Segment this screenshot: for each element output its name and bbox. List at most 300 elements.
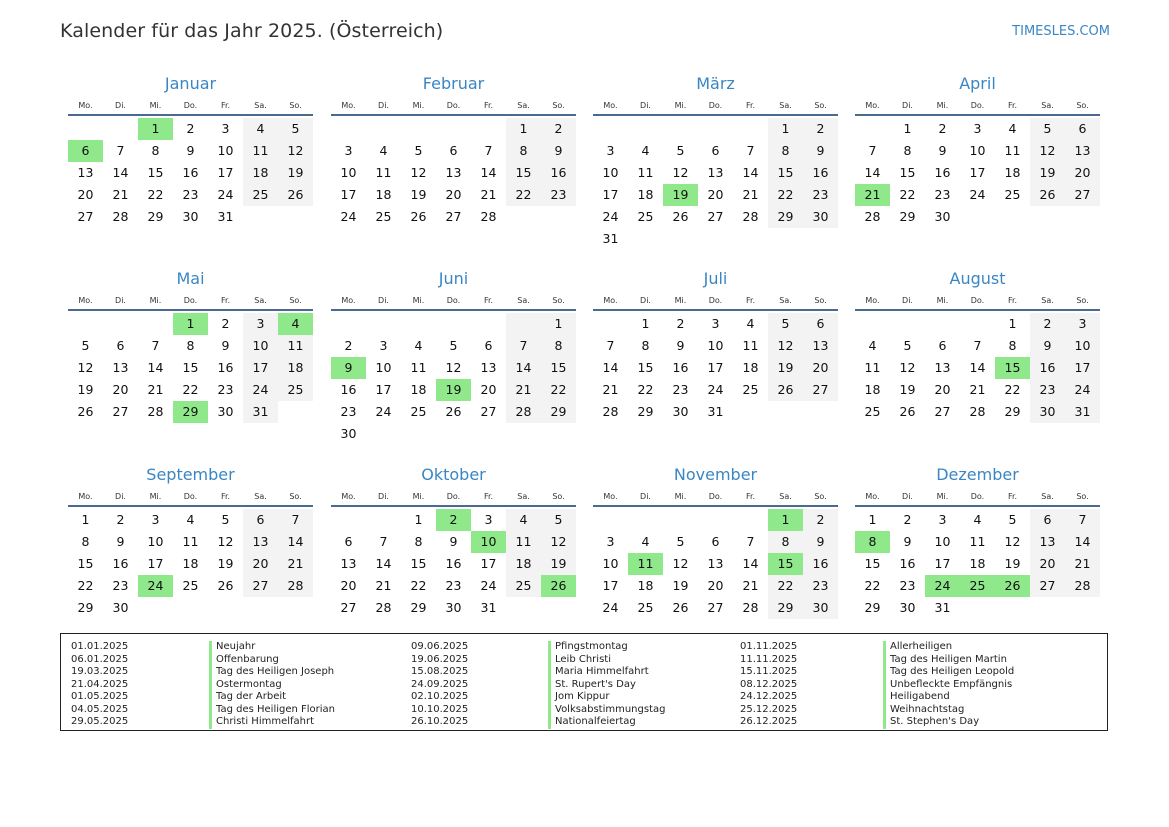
legend-date: 15.11.2025 <box>740 666 798 677</box>
day-cell: 8 <box>186 338 195 353</box>
weekday-label: Di. <box>902 491 913 501</box>
weekday-label: Do. <box>708 100 723 110</box>
day-cell: 12 <box>768 335 803 357</box>
day-grid <box>593 509 838 619</box>
day-cell: 5 <box>768 313 803 335</box>
weekday-label: Do. <box>708 491 723 501</box>
day-cell: 26 <box>445 404 462 419</box>
empty-cell <box>436 423 471 445</box>
month-name: Oktober <box>421 465 486 484</box>
empty-cell <box>138 313 173 335</box>
day-cell: 12 <box>445 360 462 375</box>
weekday-header <box>855 96 1100 116</box>
day-cell: 13 <box>243 531 278 553</box>
day-cell: 10 <box>147 534 164 549</box>
day-cell: 22 <box>182 382 199 397</box>
day-cell: 20 <box>340 578 357 593</box>
day-cell: 6 <box>484 338 493 353</box>
empty-cell <box>663 228 698 250</box>
empty-cell <box>331 118 366 140</box>
day-cell: 15 <box>541 357 576 379</box>
empty-cell <box>960 313 995 335</box>
empty-cell <box>1065 206 1100 228</box>
day-cell: 8 <box>541 335 576 357</box>
empty-cell <box>803 228 838 250</box>
day-cell: 5 <box>1030 118 1065 140</box>
day-cell: 2 <box>1030 313 1065 335</box>
empty-cell <box>628 118 663 140</box>
legend-names-column <box>548 641 665 729</box>
day-cell: 31 <box>217 209 234 224</box>
day-cell: 30 <box>445 600 462 615</box>
day-cell: 18 <box>637 187 654 202</box>
weekday-header <box>68 487 313 507</box>
day-cell: 5 <box>541 509 576 531</box>
day-cell: 28 <box>112 209 129 224</box>
day-cell: 30 <box>899 600 916 615</box>
empty-cell <box>243 597 278 619</box>
weekday-label: Fr. <box>483 295 494 305</box>
holiday-day-cell: 9 <box>331 357 366 379</box>
day-cell: 12 <box>541 531 576 553</box>
month-juli <box>593 267 838 423</box>
weekday-label: Di. <box>640 295 651 305</box>
day-cell: 18 <box>375 187 392 202</box>
empty-cell <box>960 206 995 228</box>
day-cell: 28 <box>278 575 313 597</box>
day-cell: 14 <box>480 165 497 180</box>
day-cell: 23 <box>1030 379 1065 401</box>
day-cell: 11 <box>243 140 278 162</box>
day-cell: 19 <box>77 382 94 397</box>
legend-date: 24.12.2025 <box>740 691 798 702</box>
weekday-label: Mo. <box>341 295 356 305</box>
holiday-day-cell: 26 <box>541 575 576 597</box>
day-cell: 16 <box>672 360 689 375</box>
day-cell: 26 <box>1030 184 1065 206</box>
day-cell: 20 <box>480 382 497 397</box>
day-cell: 13 <box>1030 531 1065 553</box>
day-cell: 24 <box>602 209 619 224</box>
day-cell: 5 <box>278 118 313 140</box>
holiday-day-cell: 1 <box>173 313 208 335</box>
weekday-label: Mo. <box>603 295 618 305</box>
day-cell: 17 <box>243 357 278 379</box>
day-cell: 21 <box>602 382 619 397</box>
day-cell: 19 <box>278 162 313 184</box>
day-cell: 22 <box>1004 382 1021 397</box>
month-name: Juli <box>703 269 728 288</box>
empty-cell <box>541 423 576 445</box>
weekday-label: Fr. <box>1007 100 1018 110</box>
empty-cell <box>541 597 576 619</box>
legend-holiday-name: Neujahr <box>216 641 256 652</box>
weekday-label: Fr. <box>745 295 756 305</box>
day-cell: 25 <box>278 379 313 401</box>
day-cell: 6 <box>243 509 278 531</box>
holiday-day-cell: 10 <box>471 531 506 553</box>
month-märz <box>593 72 838 250</box>
day-cell: 22 <box>899 187 916 202</box>
day-cell: 7 <box>484 143 493 158</box>
day-cell: 24 <box>1065 379 1100 401</box>
day-cell: 17 <box>217 165 234 180</box>
day-cell: 28 <box>1065 575 1100 597</box>
day-cell: 20 <box>445 187 462 202</box>
weekday-label: Fr. <box>483 100 494 110</box>
empty-cell <box>733 509 768 531</box>
day-cell: 13 <box>1065 140 1100 162</box>
weekday-label: Mo. <box>78 295 93 305</box>
month-name: April <box>959 74 996 93</box>
day-cell: 17 <box>707 360 724 375</box>
empty-cell <box>995 206 1030 228</box>
day-cell: 19 <box>1004 556 1021 571</box>
day-cell: 19 <box>541 553 576 575</box>
day-cell: 9 <box>676 338 685 353</box>
day-cell: 18 <box>1004 165 1021 180</box>
day-cell: 24 <box>375 404 392 419</box>
legend-holiday-name: Ostermontag <box>216 678 282 690</box>
day-cell: 28 <box>602 404 619 419</box>
day-cell: 3 <box>243 313 278 335</box>
day-cell: 8 <box>903 143 912 158</box>
legend-date: 04.05.2025 <box>71 703 129 715</box>
day-cell: 23 <box>803 184 838 206</box>
weekday-label: So. <box>552 100 565 110</box>
day-grid <box>68 509 313 619</box>
day-cell: 9 <box>938 143 947 158</box>
weekday-label: Sa. <box>1041 491 1054 501</box>
empty-cell <box>103 118 138 140</box>
day-cell: 22 <box>506 184 541 206</box>
weekday-label: Mi. <box>674 100 687 110</box>
day-cell: 12 <box>672 165 689 180</box>
day-cell: 19 <box>1030 162 1065 184</box>
day-cell: 16 <box>217 360 234 375</box>
day-grid <box>855 118 1100 228</box>
weekday-label: Mo. <box>341 491 356 501</box>
day-cell: 28 <box>147 404 164 419</box>
weekday-label: Fr. <box>1007 295 1018 305</box>
weekday-label: Do. <box>183 295 198 305</box>
empty-cell <box>506 597 541 619</box>
weekday-label: Mi. <box>936 491 949 501</box>
day-cell: 1 <box>903 121 912 136</box>
day-cell: 20 <box>707 578 724 593</box>
day-cell: 5 <box>903 338 912 353</box>
holiday-day-cell: 26 <box>995 575 1030 597</box>
legend-holiday-name: Volksabstimmungstag <box>555 703 666 715</box>
day-cell: 3 <box>938 512 947 527</box>
day-cell: 29 <box>1004 404 1021 419</box>
day-cell: 17 <box>969 165 986 180</box>
day-cell: 23 <box>445 578 462 593</box>
day-cell: 26 <box>77 404 94 419</box>
empty-cell <box>995 597 1030 619</box>
weekday-label: Sa. <box>517 295 530 305</box>
day-cell: 18 <box>969 556 986 571</box>
month-juni <box>331 267 576 445</box>
day-cell: 9 <box>449 534 458 549</box>
day-cell: 19 <box>410 187 427 202</box>
day-cell: 15 <box>864 556 881 571</box>
weekday-label: Sa. <box>1041 295 1054 305</box>
day-cell: 5 <box>449 338 458 353</box>
brand-link[interactable]: TIMESLES.COM <box>1012 24 1110 39</box>
day-cell: 27 <box>445 209 462 224</box>
weekday-label: Sa. <box>779 491 792 501</box>
month-august <box>855 267 1100 423</box>
empty-cell <box>698 228 733 250</box>
day-cell: 19 <box>672 578 689 593</box>
day-cell: 20 <box>77 187 94 202</box>
day-cell: 23 <box>541 184 576 206</box>
weekday-label: Do. <box>708 295 723 305</box>
weekday-header <box>68 291 313 311</box>
day-cell: 6 <box>711 534 720 549</box>
day-cell: 4 <box>868 338 877 353</box>
day-cell: 14 <box>864 165 881 180</box>
legend-dates-column <box>740 641 797 729</box>
day-cell: 30 <box>934 209 951 224</box>
empty-cell <box>103 313 138 335</box>
day-cell: 25 <box>864 404 881 419</box>
day-cell: 13 <box>77 165 94 180</box>
day-cell: 11 <box>637 165 654 180</box>
day-cell: 2 <box>541 118 576 140</box>
day-cell: 5 <box>414 143 423 158</box>
legend-holiday-name: Tag des Heiligen Florian <box>216 703 336 715</box>
day-cell: 26 <box>410 209 427 224</box>
day-cell: 24 <box>602 600 619 615</box>
empty-cell <box>278 401 313 423</box>
day-cell: 3 <box>484 512 493 527</box>
day-cell: 29 <box>541 401 576 423</box>
page-title: Kalender für das Jahr 2025. (Österreich) <box>60 20 444 42</box>
legend-holiday-name: Offenbarung <box>216 653 279 665</box>
day-cell: 4 <box>414 338 423 353</box>
day-cell: 12 <box>217 534 234 549</box>
day-cell: 4 <box>506 509 541 531</box>
day-cell: 12 <box>1004 534 1021 549</box>
day-cell: 3 <box>606 143 615 158</box>
empty-cell <box>68 118 103 140</box>
day-cell: 30 <box>182 209 199 224</box>
day-cell: 7 <box>379 534 388 549</box>
day-cell: 13 <box>707 165 724 180</box>
weekday-label: Mi. <box>149 491 162 501</box>
month-dezember <box>855 463 1100 619</box>
day-cell: 31 <box>934 600 951 615</box>
day-cell: 26 <box>278 184 313 206</box>
empty-cell <box>173 597 208 619</box>
day-cell: 21 <box>969 382 986 397</box>
holiday-day-cell: 2 <box>436 509 471 531</box>
weekday-label: Fr. <box>483 491 494 501</box>
day-cell: 16 <box>803 553 838 575</box>
weekday-label: So. <box>289 100 302 110</box>
day-cell: 1 <box>81 512 90 527</box>
month-januar <box>68 72 313 228</box>
empty-cell <box>331 509 366 531</box>
weekday-label: Mo. <box>78 491 93 501</box>
day-cell: 15 <box>637 360 654 375</box>
weekday-header <box>68 96 313 116</box>
day-cell: 18 <box>742 360 759 375</box>
day-cell: 16 <box>340 382 357 397</box>
day-cell: 29 <box>899 209 916 224</box>
holiday-day-cell: 25 <box>960 575 995 597</box>
day-cell: 27 <box>803 379 838 401</box>
day-cell: 21 <box>278 553 313 575</box>
day-cell: 16 <box>182 165 199 180</box>
weekday-label: Sa. <box>254 295 267 305</box>
day-cell: 23 <box>899 578 916 593</box>
day-cell: 5 <box>221 512 230 527</box>
empty-cell <box>471 118 506 140</box>
day-cell: 14 <box>147 360 164 375</box>
weekday-label: So. <box>289 295 302 305</box>
day-cell: 23 <box>803 575 838 597</box>
day-cell: 26 <box>768 379 803 401</box>
weekday-header <box>331 96 576 116</box>
weekday-label: Do. <box>183 491 198 501</box>
weekday-label: Sa. <box>779 100 792 110</box>
day-cell: 29 <box>768 206 803 228</box>
day-cell: 3 <box>606 534 615 549</box>
holiday-legend <box>60 633 1108 731</box>
day-cell: 12 <box>278 140 313 162</box>
day-grid <box>855 509 1100 619</box>
month-oktober <box>331 463 576 619</box>
empty-cell <box>506 423 541 445</box>
day-cell: 23 <box>182 187 199 202</box>
day-cell: 21 <box>742 578 759 593</box>
weekday-label: Fr. <box>1007 491 1018 501</box>
empty-cell <box>436 118 471 140</box>
day-cell: 18 <box>278 357 313 379</box>
empty-cell <box>366 423 401 445</box>
weekday-label: Do. <box>446 491 461 501</box>
day-cell: 10 <box>217 143 234 158</box>
holiday-day-cell: 24 <box>925 575 960 597</box>
weekday-label: Do. <box>970 491 985 501</box>
day-cell: 25 <box>182 578 199 593</box>
month-februar <box>331 72 576 228</box>
day-cell: 6 <box>116 338 125 353</box>
day-grid <box>68 118 313 228</box>
day-grid <box>593 118 838 250</box>
day-cell: 7 <box>746 143 755 158</box>
day-cell: 11 <box>410 360 427 375</box>
empty-cell <box>1065 597 1100 619</box>
day-cell: 6 <box>344 534 353 549</box>
empty-cell <box>278 597 313 619</box>
day-cell: 8 <box>506 140 541 162</box>
day-cell: 3 <box>973 121 982 136</box>
day-cell: 1 <box>1008 316 1017 331</box>
legend-date: 29.05.2025 <box>71 716 129 727</box>
weekday-label: Sa. <box>517 100 530 110</box>
day-cell: 7 <box>151 338 160 353</box>
month-name: Februar <box>422 74 485 93</box>
day-cell: 11 <box>506 531 541 553</box>
day-cell: 8 <box>768 531 803 553</box>
day-cell: 20 <box>707 187 724 202</box>
day-cell: 4 <box>746 316 755 331</box>
legend-holiday-name: Pfingstmontag <box>555 641 628 652</box>
weekday-header <box>855 487 1100 507</box>
day-cell: 17 <box>602 187 619 202</box>
day-cell: 18 <box>864 382 881 397</box>
month-name: September <box>146 465 235 484</box>
weekday-label: Di. <box>902 295 913 305</box>
day-cell: 17 <box>480 556 497 571</box>
legend-names-column <box>209 641 335 729</box>
empty-cell <box>208 597 243 619</box>
empty-cell <box>698 118 733 140</box>
weekday-label: Fr. <box>745 491 756 501</box>
day-cell: 7 <box>746 534 755 549</box>
day-cell: 28 <box>480 209 497 224</box>
weekday-label: So. <box>814 491 827 501</box>
day-cell: 3 <box>379 338 388 353</box>
legend-dates-column <box>411 641 468 729</box>
day-cell: 6 <box>938 338 947 353</box>
day-cell: 1 <box>641 316 650 331</box>
weekday-label: Sa. <box>254 491 267 501</box>
empty-cell <box>68 313 103 335</box>
day-cell: 11 <box>1004 143 1021 158</box>
month-name: Dezember <box>936 465 1019 484</box>
day-cell: 8 <box>414 534 423 549</box>
day-cell: 2 <box>116 512 125 527</box>
day-cell: 24 <box>340 209 357 224</box>
day-grid <box>331 118 576 228</box>
weekday-header <box>593 291 838 311</box>
day-cell: 20 <box>112 382 129 397</box>
empty-cell <box>593 509 628 531</box>
empty-cell <box>593 118 628 140</box>
empty-cell <box>366 509 401 531</box>
day-cell: 21 <box>506 379 541 401</box>
month-name: Mai <box>176 269 205 288</box>
day-cell: 9 <box>541 140 576 162</box>
day-cell: 21 <box>480 187 497 202</box>
day-cell: 21 <box>147 382 164 397</box>
weekday-label: So. <box>814 100 827 110</box>
day-cell: 4 <box>973 512 982 527</box>
day-cell: 7 <box>868 143 877 158</box>
month-name: August <box>949 269 1006 288</box>
day-cell: 24 <box>217 187 234 202</box>
legend-holiday-name: Leib Christi <box>555 653 611 665</box>
day-cell: 17 <box>934 556 951 571</box>
day-cell: 4 <box>243 118 278 140</box>
legend-date: 01.11.2025 <box>740 641 798 652</box>
holiday-day-cell: 15 <box>768 553 803 575</box>
day-cell: 21 <box>112 187 129 202</box>
legend-date: 21.04.2025 <box>71 678 129 690</box>
day-cell: 4 <box>379 143 388 158</box>
day-cell: 28 <box>506 401 541 423</box>
legend-date: 25.12.2025 <box>740 703 798 715</box>
day-cell: 5 <box>81 338 90 353</box>
day-cell: 30 <box>1030 401 1065 423</box>
day-cell: 20 <box>803 357 838 379</box>
day-cell: 7 <box>606 338 615 353</box>
